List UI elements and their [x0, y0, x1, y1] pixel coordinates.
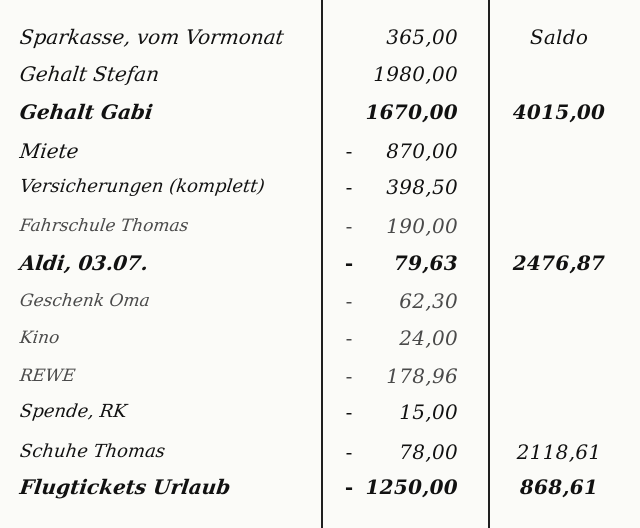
entry-description: Kino	[18, 328, 61, 348]
entry-description: Sparkasse, vom Vormonat	[18, 25, 286, 49]
entry-amount: 15,00	[399, 400, 458, 424]
entry-sign: -	[345, 214, 353, 238]
entry-sign: -	[345, 364, 353, 388]
saldo-header: Saldo	[529, 25, 589, 49]
entry-sign: -	[345, 440, 353, 464]
entry-sign	[340, 18, 358, 56]
entry-amount: 1670,00	[365, 100, 458, 124]
entry-sign: -	[344, 251, 354, 275]
saldo-value	[500, 319, 618, 357]
saldo-value: 868,61	[519, 475, 599, 499]
entry-amount: 178,96	[386, 364, 458, 388]
entry-sign: -	[345, 139, 353, 163]
saldo-value	[500, 55, 618, 93]
entry-description: Miete	[18, 139, 81, 163]
entry-sign: -	[345, 326, 353, 350]
entry-description: Schuhe Thomas	[18, 441, 167, 462]
saldo-value: 4015,00	[512, 100, 606, 124]
saldo-value: 2476,87	[512, 251, 606, 275]
ledger-row	[0, 282, 640, 320]
ledger-row	[0, 393, 640, 431]
ledger-row	[0, 319, 640, 357]
ledger-row	[0, 433, 640, 471]
saldo-value	[500, 393, 618, 431]
entry-amount: 870,00	[386, 139, 458, 163]
entry-amount: 24,00	[399, 326, 458, 350]
entry-description: Spende, RK	[18, 401, 129, 422]
ledger-row	[0, 55, 640, 93]
saldo-value	[500, 132, 618, 170]
entry-amount: 79,63	[393, 251, 458, 275]
saldo-value	[500, 282, 618, 320]
entry-amount: 1250,00	[365, 475, 458, 499]
saldo-value: 2118,61	[516, 440, 602, 464]
entry-amount: 78,00	[399, 440, 458, 464]
entry-description: Gehalt Stefan	[18, 62, 161, 86]
saldo-value	[500, 168, 618, 206]
entry-sign: -	[345, 400, 353, 424]
entry-amount: 190,00	[386, 214, 458, 238]
ledger-row	[0, 93, 640, 131]
saldo-value	[500, 357, 618, 395]
ledger-row	[0, 168, 640, 206]
saldo-value	[500, 207, 618, 245]
ledger-row	[0, 207, 640, 245]
entry-amount: 398,50	[386, 175, 458, 199]
entry-sign: -	[345, 289, 353, 313]
ledger-row	[0, 244, 640, 282]
entry-amount: 62,30	[399, 289, 458, 313]
entry-description: Geschenk Oma	[18, 291, 151, 311]
entry-description: Versicherungen (komplett)	[18, 176, 266, 197]
entry-amount: 1980,00	[373, 62, 458, 86]
entry-sign: -	[345, 175, 353, 199]
entry-amount: 365,00	[386, 25, 458, 49]
entry-sign	[340, 93, 358, 131]
ledger-row	[0, 132, 640, 170]
entry-sign	[340, 55, 358, 93]
ledger-row	[0, 468, 640, 506]
ledger-row	[0, 357, 640, 395]
entry-description: Aldi, 03.07.	[18, 251, 150, 275]
entry-description: Flugtickets Urlaub	[18, 475, 232, 499]
entry-description: REWE	[18, 366, 77, 386]
entry-sign: -	[344, 475, 354, 499]
ledger-row	[0, 18, 640, 56]
entry-description: Gehalt Gabi	[18, 100, 155, 124]
entry-description: Fahrschule Thomas	[18, 216, 190, 236]
